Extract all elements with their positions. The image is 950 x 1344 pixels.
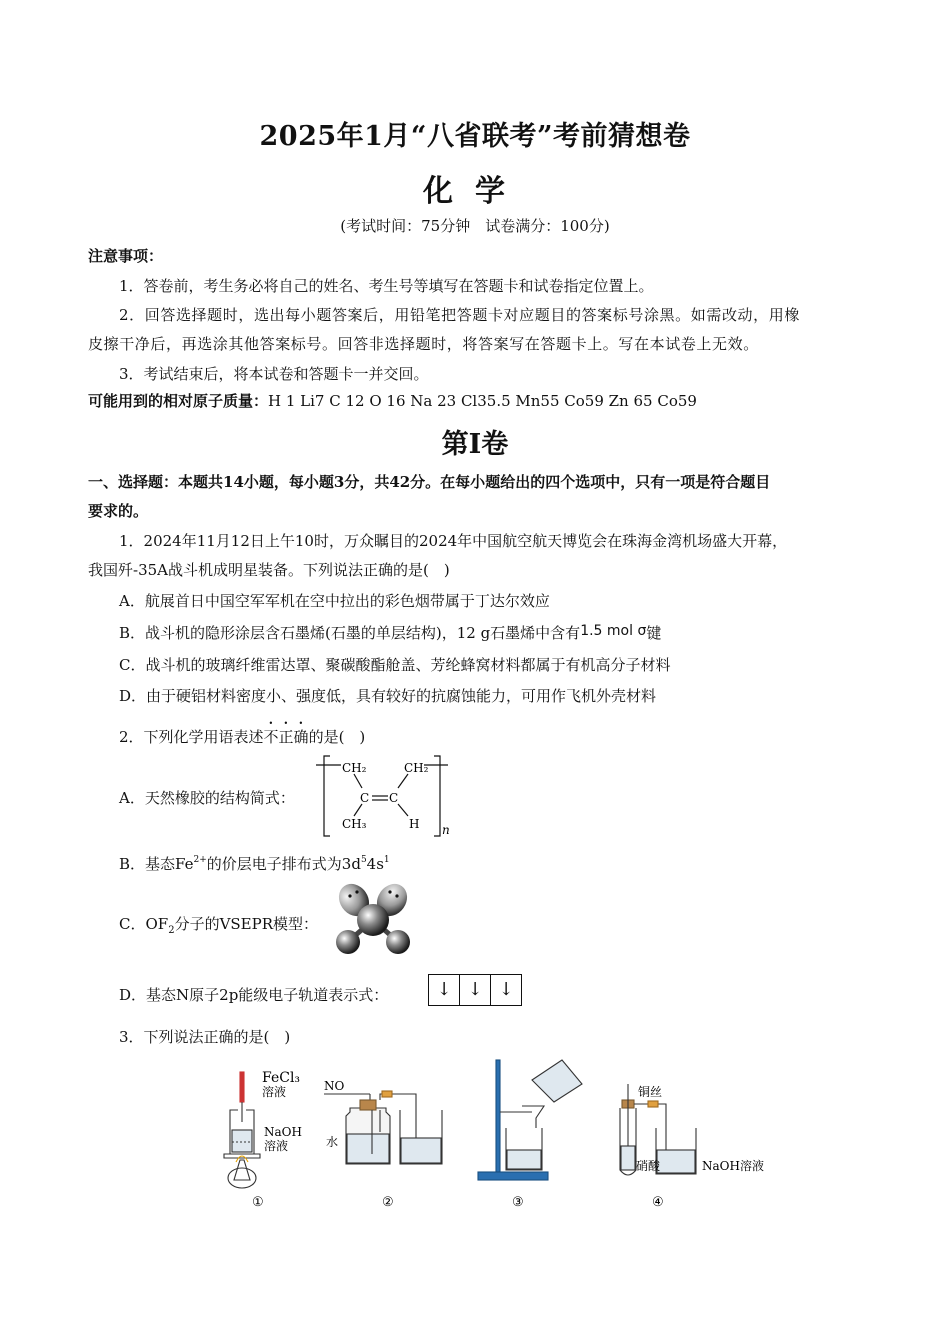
note-item: 2．回答选择题时，选出每小题答案后，用铅笔把答题卡对应题目的答案标号涂黑。如需改动，用橡 xyxy=(119,306,800,324)
fig1-reagent-top: FeCl₃ xyxy=(262,1070,301,1086)
struct-h: H xyxy=(409,817,420,831)
down-arrow-icon: ↓ xyxy=(429,975,460,1005)
fig2-gas: NO xyxy=(324,1079,345,1093)
struct-c-right: C xyxy=(389,791,399,805)
fig4-naoh: NaOH溶液 xyxy=(702,1159,764,1173)
experiment-figures xyxy=(210,1050,780,1215)
fig1-number: ① xyxy=(252,1195,264,1210)
atomic-mass-line xyxy=(88,391,697,411)
q1-option-d: D．由于硬铝材料密度小、强度低，具有较好的抗腐蚀能力，可用作飞机外壳材料 xyxy=(119,687,657,705)
q2-stem-emphasis: 不正确 xyxy=(263,728,309,746)
q1-option-b-formula: 1.5 mol σ xyxy=(580,623,647,639)
section-title: 第Ⅰ卷 xyxy=(441,429,509,460)
fig4-wire: 铜丝 xyxy=(638,1085,663,1099)
fig4-number: ④ xyxy=(652,1195,664,1210)
q1-option-c: C．战斗机的玻璃纤维雷达罩、聚碳酸酯舱盖、芳纶蜂窝材料都属于有机高分子材料 xyxy=(119,656,671,674)
struct-c-left: C xyxy=(360,791,370,805)
q2-b-text: B．基态Fe xyxy=(119,855,194,873)
orbital-diagram xyxy=(428,974,522,1006)
q2-stem-suffix: 的是( ) xyxy=(308,728,366,746)
q2-option-c xyxy=(119,914,318,941)
struct-ch2-left: CH₂ xyxy=(342,761,367,775)
q1-option-a: A．航展首日中国空军军机在空中拉出的彩色烟带属于丁达尔效应 xyxy=(119,592,550,610)
exam-time-info: (考试时间：75分钟 试卷满分：100分) xyxy=(340,217,610,235)
q1-option-b-text: B．战斗机的隐形涂层含石墨烯(石墨的单层结构)，12 g石墨烯中含有 xyxy=(119,624,581,642)
q2-c-suffix: 分子的VSEPR模型： xyxy=(174,915,319,933)
q2-b-mid: 的价层电子排布式为3d xyxy=(206,855,361,873)
struct-ch2-right: CH₂ xyxy=(404,761,429,775)
part1-instructions-cont: 要求的。 xyxy=(88,502,149,520)
natural-rubber-structure xyxy=(316,752,456,840)
struct-ch3: CH₃ xyxy=(342,817,367,831)
struct-n: n xyxy=(442,823,450,837)
q2-b-sup3: 1 xyxy=(383,855,390,865)
fig1-reagent-top-2: 溶液 xyxy=(262,1085,287,1099)
q2-b-charge: 2+ xyxy=(193,855,207,865)
fig1-reagent-side-2: 溶液 xyxy=(264,1139,289,1153)
fig4-acid: 硝酸 xyxy=(636,1159,661,1173)
fig2-number: ② xyxy=(382,1195,394,1210)
note-item: 3．考试结束后，将本试卷和答题卡一并交回。 xyxy=(119,365,429,383)
exam-title: 2025年1月“八省联考”考前猜想卷 xyxy=(259,121,691,152)
down-arrow-icon: ↓ xyxy=(460,975,491,1005)
subject-title: 化学 xyxy=(423,174,527,209)
q2-option-a-label: A．天然橡胶的结构简式： xyxy=(119,789,295,807)
q3-stem: 3．下列说法正确的是( ) xyxy=(119,1028,291,1046)
atomic-mass-label: 可能用到的相对原子质量： xyxy=(88,392,269,410)
q2-c-text: C．OF xyxy=(119,915,169,933)
note-item: 1．答卷前，考生务必将自己的姓名、考生号等填写在答题卡和试卷指定位置上。 xyxy=(119,277,654,295)
down-arrow-icon: ↓ xyxy=(498,979,514,1000)
notes-heading: 注意事项： xyxy=(88,247,164,265)
part1-instructions: 一、选择题：本题共14小题，每小题3分，共42分。在每小题给出的四个选项中，只有一项是符合题目 xyxy=(88,473,771,491)
q2-stem-text: 2．下列化学用语表述 xyxy=(119,728,264,746)
fig3-number: ③ xyxy=(512,1195,524,1210)
q2-c-sub: 2 xyxy=(168,925,175,936)
q2-option-b xyxy=(119,854,390,874)
q1-option-b xyxy=(119,623,661,644)
vsepr-model-image xyxy=(330,880,416,958)
fig2-water: 水 xyxy=(326,1135,339,1149)
q1-stem: 1．2024年11月12日上午10时，万众瞩目的2024年中国航空航天博览会在珠海金湾机场盛大开幕， xyxy=(119,532,788,550)
q2-b-mid2: 4s xyxy=(366,855,384,873)
q2-b-sup2: 5 xyxy=(360,855,367,865)
q1-option-b-suffix: 键 xyxy=(646,624,662,642)
q2-stem xyxy=(119,719,365,747)
q1-stem-cont: 我国歼-35A战斗机成明星装备。下列说法正确的是( ) xyxy=(88,561,450,579)
fig1-reagent-side: NaOH xyxy=(264,1125,302,1139)
q2-option-d-label: D．基态N原子2p能级电子轨道表示式： xyxy=(119,986,389,1004)
atomic-mass-values: H 1 Li7 C 12 O 16 Na 23 Cl35.5 Mn55 Co59 Zn 65 Co59 xyxy=(268,392,697,410)
note-item: 皮擦干净后，再选涂其他答案标号。回答非选择题时，将答案写在答题卡上。写在本试卷上无效。 xyxy=(88,335,759,353)
